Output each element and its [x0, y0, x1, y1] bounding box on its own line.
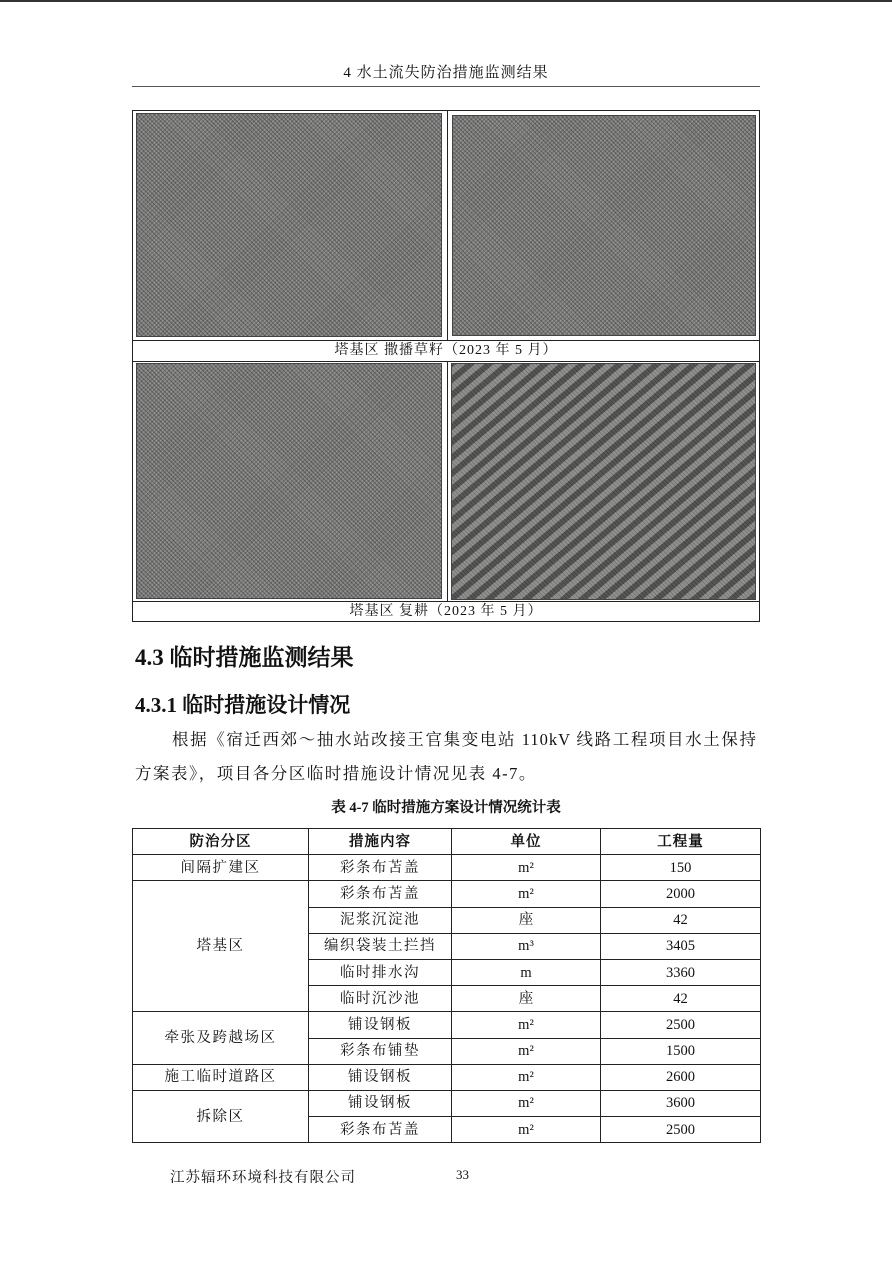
quantity-cell: 42	[601, 907, 761, 933]
quantity-cell: 2600	[601, 1064, 761, 1090]
quantity-cell: 42	[601, 986, 761, 1012]
subsection-heading: 4.3.1 临时措施设计情况	[135, 693, 351, 717]
table-row	[133, 1064, 761, 1090]
quantity-cell: 1500	[601, 1038, 761, 1064]
measure-cell: 泥浆沉淀池	[309, 907, 452, 933]
measures-table	[132, 828, 761, 1143]
cell-divider	[447, 361, 448, 601]
page-number: 33	[456, 1167, 469, 1182]
table-row	[133, 1012, 761, 1038]
table-header-row	[133, 829, 761, 855]
table-row	[133, 855, 761, 881]
unit-cell: m²	[452, 1038, 601, 1064]
unit-cell: m	[452, 959, 601, 985]
photo	[451, 363, 756, 600]
quantity-cell: 2500	[601, 1012, 761, 1038]
zone-cell: 拆除区	[133, 1090, 309, 1142]
zone-cell: 塔基区	[133, 881, 309, 1012]
unit-cell: m²	[452, 1117, 601, 1143]
paragraph-line: 方案表》，项目各分区临时措施设计情况见表 4-7。	[135, 764, 537, 783]
zone-cell: 牵张及跨越场区	[133, 1012, 309, 1064]
measure-cell: 彩条布苫盖	[309, 1117, 452, 1143]
column-header: 单位	[452, 829, 601, 855]
quantity-cell: 3600	[601, 1090, 761, 1116]
measure-cell: 临时沉沙池	[309, 986, 452, 1012]
column-header: 防治分区	[133, 829, 309, 855]
photo-caption: 塔基区 撒播草籽（2023 年 5 月）	[334, 343, 558, 358]
measure-cell: 彩条布铺垫	[309, 1038, 452, 1064]
photo	[136, 113, 442, 337]
table-row	[133, 881, 761, 907]
measure-cell: 铺设钢板	[309, 1064, 452, 1090]
unit-cell: m³	[452, 933, 601, 959]
zone-cell: 施工临时道路区	[133, 1064, 309, 1090]
unit-cell: m²	[452, 855, 601, 881]
column-header: 工程量	[601, 829, 761, 855]
photo	[452, 115, 756, 336]
quantity-cell: 3360	[601, 959, 761, 985]
table-row	[133, 1090, 761, 1116]
measure-cell: 彩条布苫盖	[309, 881, 452, 907]
quantity-cell: 3405	[601, 933, 761, 959]
footer-company: 江苏辐环环境科技有限公司	[170, 1170, 356, 1186]
photo	[136, 363, 442, 599]
measure-cell: 铺设钢板	[309, 1090, 452, 1116]
section-heading: 4.3 临时措施监测结果	[135, 645, 354, 670]
quantity-cell: 2000	[601, 881, 761, 907]
row-divider	[133, 361, 759, 362]
cell-divider	[447, 111, 448, 340]
measure-cell: 彩条布苫盖	[309, 855, 452, 881]
quantity-cell: 150	[601, 855, 761, 881]
photo-table	[132, 110, 760, 622]
quantity-cell: 2500	[601, 1117, 761, 1143]
unit-cell: 座	[452, 986, 601, 1012]
zone-cell: 间隔扩建区	[133, 855, 309, 881]
measure-cell: 编织袋装土拦挡	[309, 933, 452, 959]
unit-cell: m²	[452, 881, 601, 907]
unit-cell: m²	[452, 1064, 601, 1090]
column-header: 措施内容	[309, 829, 452, 855]
table-caption: 表 4-7 临时措施方案设计情况统计表	[331, 800, 561, 816]
unit-cell: m²	[452, 1090, 601, 1116]
measure-cell: 临时排水沟	[309, 959, 452, 985]
running-header: 4 水土流失防治措施监测结果	[132, 62, 760, 87]
unit-cell: m²	[452, 1012, 601, 1038]
photo-caption: 塔基区 复耕（2023 年 5 月）	[349, 604, 543, 619]
unit-cell: 座	[452, 907, 601, 933]
measure-cell: 铺设钢板	[309, 1012, 452, 1038]
paragraph-line: 根据《宿迁西郊～抽水站改接王官集变电站 110kV 线路工程项目水土保持	[172, 730, 757, 749]
